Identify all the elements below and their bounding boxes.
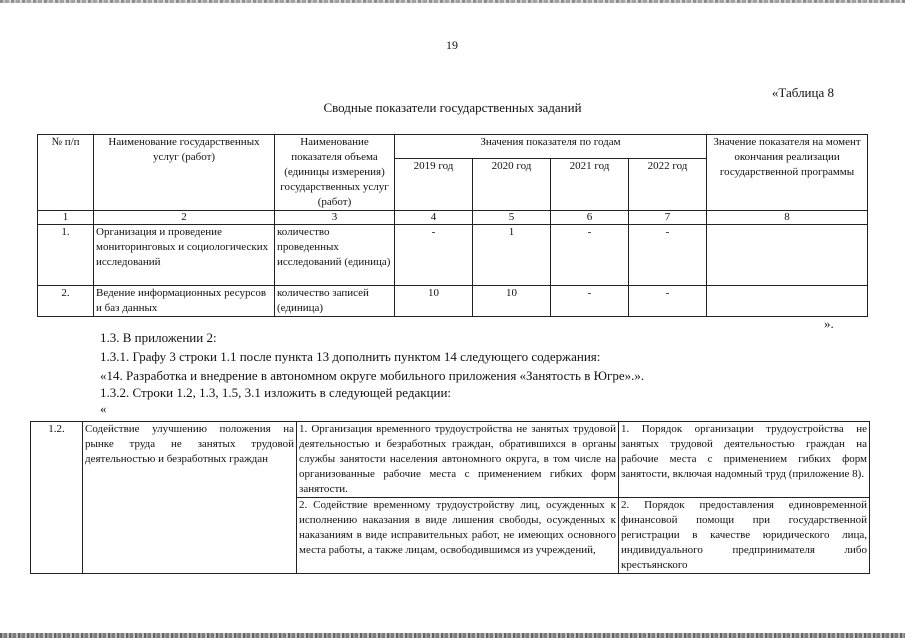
- paragraph: 1.3. В приложении 2:: [100, 330, 217, 345]
- indicators-table: [37, 134, 868, 317]
- measure-item: 1. Организация временного трудоустройства не занятых трудовой деятельностью и безработных граждан, обратившихся в органы службы занятости населения автономного округа, в том числе на организованные рабочие места с применением гибких форм занятости.: [297, 422, 619, 498]
- appendix-table: [30, 421, 870, 574]
- row-indicator: количество записей (единица): [275, 286, 395, 317]
- column-number: 1: [38, 211, 94, 225]
- row-final: [707, 286, 868, 317]
- header-final: Значение показателя на момент окончания реализации государственной программы: [707, 135, 868, 211]
- table-row: [38, 286, 868, 317]
- table-row: [38, 225, 868, 286]
- header-indicator: Наименование показателя объема (единицы измерения) государственных услуг (работ): [275, 135, 395, 211]
- measure-item: 2. Содействие временному трудоустройству лиц, осужденных к исполнению наказания в виде лишения свободы, осужденных к наказаниям в виде исправительных работ, не имеющих основного места работы, а также лицам, освободившимся из учреждений,: [297, 498, 619, 574]
- paragraph: «14. Разработка и внедрение в автономном округе мобильного приложения «Занятость в Югре».».: [100, 368, 645, 383]
- header-year: 2022 год: [629, 159, 707, 211]
- column-numbers-row: [38, 211, 868, 225]
- column-number: 2: [94, 211, 275, 225]
- row-value-2022: -: [629, 286, 707, 317]
- row-value-2022: -: [629, 225, 707, 286]
- column-number: 8: [707, 211, 868, 225]
- column-number: 6: [551, 211, 629, 225]
- header-year: 2019 год: [395, 159, 473, 211]
- paragraph: 1.3.2. Строки 1.2, 1.3, 1.5, 3.1 изложить в следующей редакции:: [100, 385, 452, 400]
- page-number: 19: [446, 38, 458, 52]
- row-final: [707, 225, 868, 286]
- header-year: 2021 год: [551, 159, 629, 211]
- row-value-2020: 1: [473, 225, 551, 286]
- paragraph: 1.3.1. Графу 3 строки 1.1 после пункта 13 дополнить пунктом 14 следующего содержания:: [100, 349, 601, 364]
- header-num: № п/п: [38, 135, 94, 211]
- header-service: Наименование государственных услуг (работ): [94, 135, 275, 211]
- column-number: 7: [629, 211, 707, 225]
- procedure-item: 2. Порядок предоставления единовременной финансовой помощи при государственной регистрации в качестве юридического лица, индивидуального предпринимателя либо крестьянского: [619, 498, 870, 574]
- row-service: Ведение информационных ресурсов и баз данных: [94, 286, 275, 317]
- row-value-2019: -: [395, 225, 473, 286]
- header-values-by-year: Значения показателя по годам: [395, 135, 707, 159]
- row-value-2021: -: [551, 225, 629, 286]
- row-num: 1.2.: [31, 422, 83, 574]
- column-number: 3: [275, 211, 395, 225]
- row-num: 1.: [38, 225, 94, 286]
- table-title: Сводные показатели государственных заданий: [323, 100, 582, 115]
- table-header-row: [38, 135, 868, 159]
- scan-edge-bottom: [0, 633, 905, 638]
- row-service: Организация и проведение мониторинговых и социологических исследований: [94, 225, 275, 286]
- opening-quote: «: [100, 401, 107, 416]
- header-year: 2020 год: [473, 159, 551, 211]
- column-number: 5: [473, 211, 551, 225]
- scan-edge-top: [0, 0, 905, 3]
- row-indicator: количество проведенных исследований (единица): [275, 225, 395, 286]
- procedure-item: 1. Порядок организации трудоустройства не занятых трудовой деятельностью граждан на рабочие места с применением гибких форм занятости, включая надомный труд (приложение 8).: [619, 422, 870, 498]
- row-value-2021: -: [551, 286, 629, 317]
- column-number: 4: [395, 211, 473, 225]
- table-label: «Таблица 8: [771, 85, 834, 100]
- row-name: Содействие улучшению положения на рынке труда не занятых трудовой деятельностью и безработных граждан: [83, 422, 297, 574]
- table-row: [31, 422, 870, 498]
- row-value-2020: 10: [473, 286, 551, 317]
- closing-quote: ».: [824, 316, 834, 331]
- row-num: 2.: [38, 286, 94, 317]
- row-value-2019: 10: [395, 286, 473, 317]
